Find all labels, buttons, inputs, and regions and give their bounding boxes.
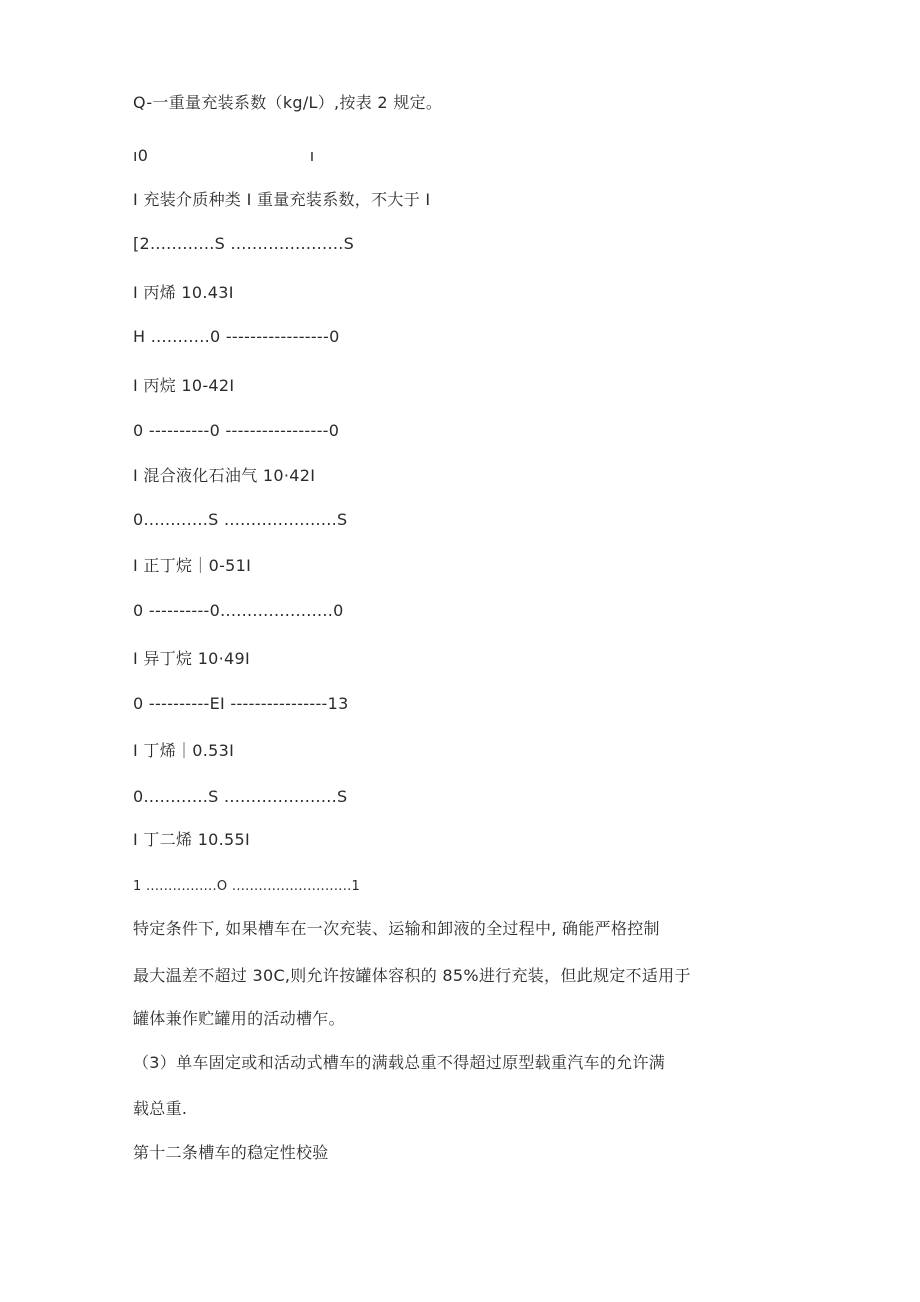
text-line: Q-一重量充装系数（kg/L）,按表 2 规定。: [133, 93, 443, 112]
text-line: [2............S .....................S: [133, 234, 355, 253]
text-line: 1 ................O ...........................1: [133, 879, 361, 894]
text-line: 特定条件下, 如果槽车在一次充装、运输和卸液的全过程中, 确能严格控制: [133, 919, 660, 938]
text-line: I 丁二烯 10.55I: [133, 830, 251, 849]
text-line: 罐体兼作贮罐用的活动槽乍。: [133, 1009, 345, 1028]
text-line: I 正丁烷｜0-51I: [133, 556, 252, 575]
text-line: I 丙烯 10.43I: [133, 283, 234, 302]
text-line: I 充装介质种类 I 重量充装系数，不大于 I: [133, 190, 431, 209]
text-line: I 混合液化石油气 10·42I: [133, 466, 316, 485]
text-line: 0 ----------EI ----------------13: [133, 694, 349, 713]
text-line: ı0 ı: [133, 146, 315, 165]
text-line: 0 ----------0.....................0: [133, 601, 344, 620]
text-line: I 异丁烷 10·49I: [133, 649, 251, 668]
text-line: 0............S .....................S: [133, 510, 348, 529]
text-line: （3）单车固定或和活动式槽车的满载总重不得超过原型载重汽车的允许满: [133, 1053, 666, 1072]
text-line: 0............S .....................S: [133, 787, 348, 806]
text-line: I 丙烷 10-42I: [133, 376, 235, 395]
text-line: H ...........0 -----------------0: [133, 327, 340, 346]
text-line: 第十二条槽车的稳定性校验: [133, 1143, 329, 1162]
text-line: I 丁烯｜0.53I: [133, 741, 235, 760]
text-line: 0 ----------0 -----------------0: [133, 421, 340, 440]
text-line: 载总重.: [133, 1099, 188, 1118]
text-line: 最大温差不超过 30C,则允许按罐体容积的 85%进行充装，但此规定不适用于: [133, 966, 691, 985]
